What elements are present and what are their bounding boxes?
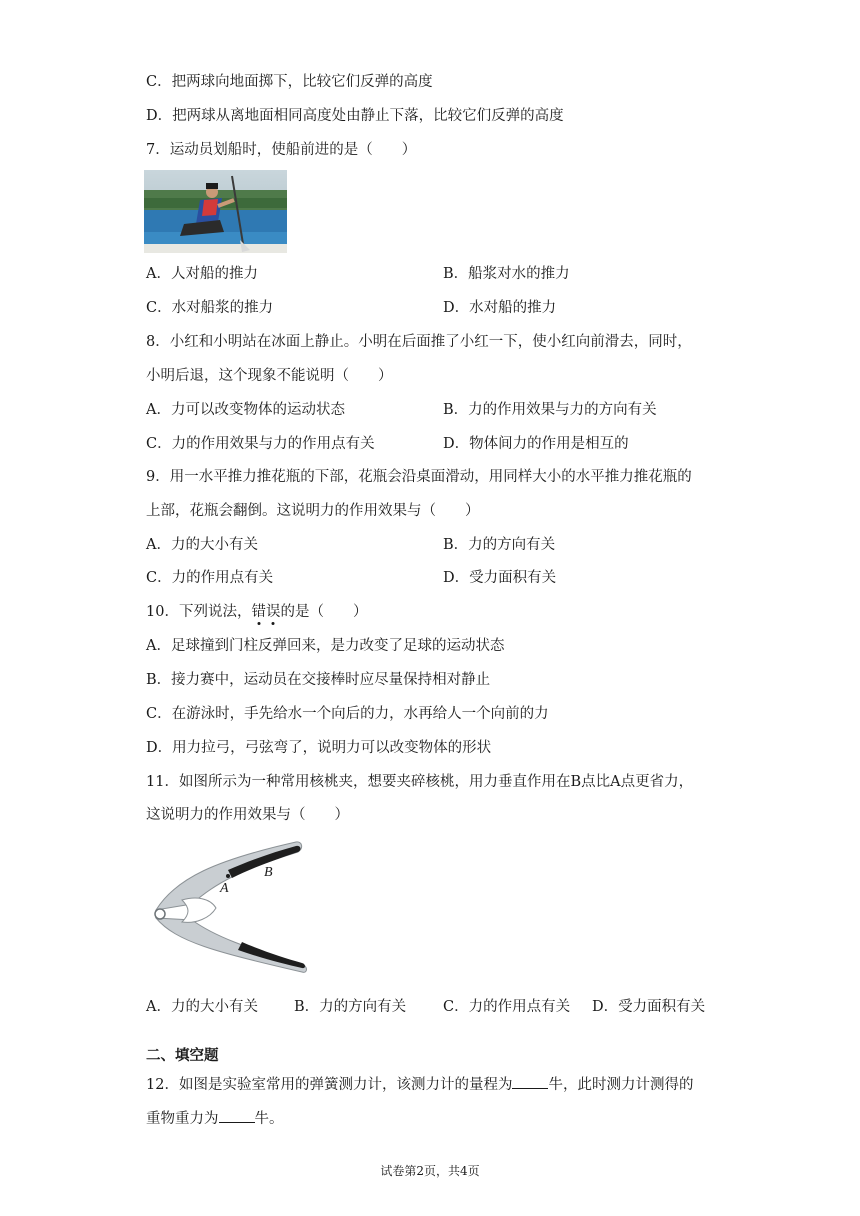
q6-option-d: D．把两球从离地面相同高度处由静止下落，比较它们反弹的高度: [146, 108, 564, 124]
nutcracker-figure: [146, 838, 316, 980]
q9-option-c[interactable]: C．力的作用点有关: [146, 570, 274, 586]
q10-option-c[interactable]: C．在游泳时，手先给水一个向后的力，水再给人一个向前的力: [146, 706, 549, 722]
q9-stem-line1: 9．用一水平推力推花瓶的下部，花瓶会沿桌面滑动，用同样大小的水平推力推花瓶的: [146, 469, 692, 485]
q10-option-b[interactable]: B．接力赛中，运动员在交接棒时应尽量保持相对静止: [146, 672, 491, 688]
q11-option-d[interactable]: D．受力面积有关: [592, 999, 706, 1015]
q7-stem: 7．运动员划船时，使船前进的是（ ）: [146, 142, 417, 158]
section-heading-fill-in: 二、填空题: [146, 1047, 219, 1064]
q7-option-b[interactable]: B．船浆对水的推力: [443, 266, 570, 282]
q8-stem-line2: 小明后退，这个现象不能说明（ ）: [146, 368, 393, 384]
q8-option-d[interactable]: D．物体间力的作用是相互的: [443, 436, 629, 452]
q11-stem-line2: 这说明力的作用效果与（ ）: [146, 807, 349, 823]
q7-option-c[interactable]: C．水对船浆的推力: [146, 300, 274, 316]
point-b-label: B: [264, 865, 273, 880]
q11-option-b[interactable]: B．力的方向有关: [294, 999, 407, 1015]
answer-blank-2[interactable]: [219, 1108, 255, 1123]
point-a-label: A: [220, 881, 229, 896]
q8-option-a[interactable]: A．力可以改变物体的运动状态: [146, 402, 345, 418]
q9-option-a[interactable]: A．力的大小有关: [146, 537, 258, 553]
rowing-photo: [144, 170, 287, 253]
q9-option-d[interactable]: D．受力面积有关: [443, 570, 557, 586]
q7-option-a[interactable]: A．人对船的推力: [146, 266, 258, 282]
q11-option-c[interactable]: C．力的作用点有关: [443, 999, 571, 1015]
q8-stem-line1: 8．小红和小明站在冰面上静止。小明在后面推了小红一下，使小红向前滑去，同时，: [146, 334, 692, 350]
emphasis-char: 误: [265, 604, 281, 620]
q9-option-b[interactable]: B．力的方向有关: [443, 537, 556, 553]
q8-option-b[interactable]: B．力的作用效果与力的方向有关: [443, 402, 657, 418]
emphasis-char: 错: [251, 604, 266, 620]
q6-option-c: C．把两球向地面掷下，比较它们反弹的高度: [146, 74, 433, 90]
q10-option-a[interactable]: A．足球撞到门柱反弹回来，是力改变了足球的运动状态: [146, 638, 505, 654]
q12-stem-line2: 重物重力为 牛。: [146, 1108, 284, 1129]
q8-option-c[interactable]: C．力的作用效果与力的作用点有关: [146, 436, 375, 452]
q10-option-d[interactable]: D．用力拉弓，弓弦弯了，说明力可以改变物体的形状: [146, 740, 492, 756]
q7-option-d[interactable]: D．水对船的推力: [443, 300, 557, 316]
q10-stem: 10．下列说法，错误的是（ ）: [146, 604, 368, 620]
q9-stem-line2: 上部，花瓶会翻倒。这说明力的作用效果与（ ）: [146, 503, 480, 519]
page-footer: 试卷第2页，共4页: [380, 1164, 480, 1178]
answer-blank-1[interactable]: [512, 1074, 548, 1089]
q12-stem-line1: 12．如图是实验室常用的弹簧测力计，该测力计的量程为 牛，此时测力计测得的: [146, 1074, 693, 1095]
q11-stem-line1: 11．如图所示为一种常用核桃夹，想要夹碎核桃，用力垂直作用在B点比A点更省力，: [146, 774, 694, 790]
q11-option-a[interactable]: A．力的大小有关: [146, 999, 258, 1015]
